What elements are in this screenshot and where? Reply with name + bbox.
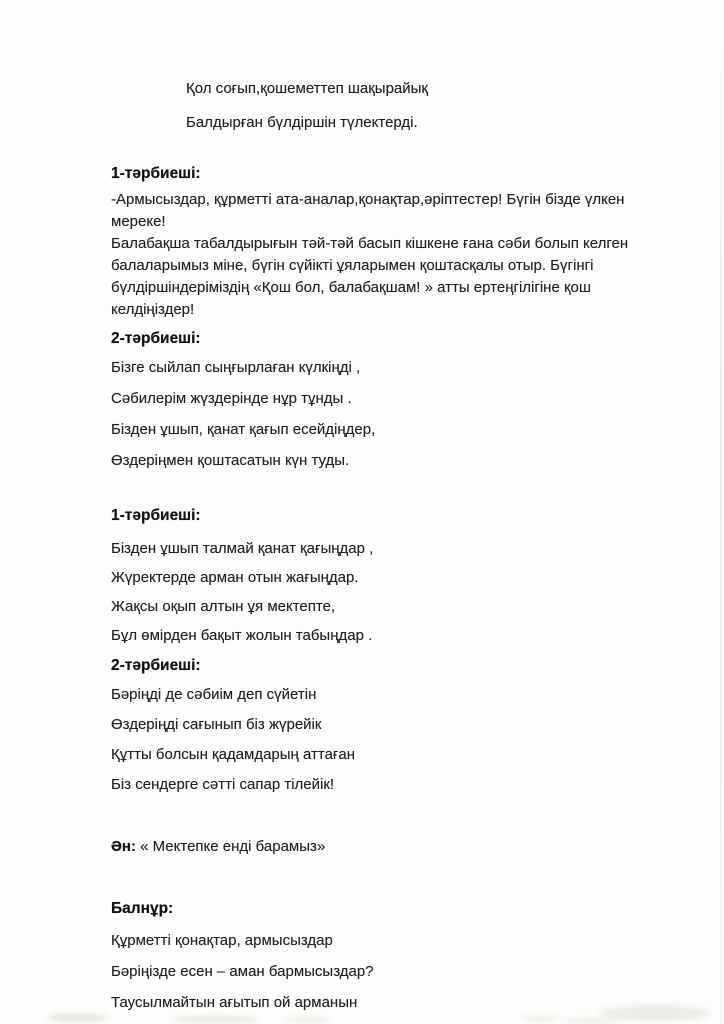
intro-line-1: Қол соғып,қошеметтеп шақырайық [186, 80, 428, 97]
scan-smudge [170, 1016, 260, 1023]
paragraph-line: бүлдіршіндеріміздің «Қош бол, балабақшам! » атты ертеңгілігіне қош келдіңіздер! [111, 279, 591, 318]
verse-line: Таусылмайтын ағытып ой арманын [111, 994, 358, 1011]
verse-line: Өздеріңді сағынып біз жүрейік [111, 716, 322, 733]
speaker-heading-2-tarbieshi: 2-тәрбиеші: [111, 657, 201, 674]
scan-smudge [560, 1018, 620, 1024]
scan-smudge [520, 1015, 560, 1022]
verse-line: Құрметті қонақтар, армысыздар [111, 932, 333, 949]
paragraph-line: балаларымыз міне, бүгін сүйікті ұяларымен қоштасқалы отыр. Бүгінгі [111, 257, 594, 274]
verse-line: Өздеріңмен қоштасатын күн туды. [111, 452, 350, 469]
verse-block [111, 680, 667, 800]
verse-line: Құтты болсын қадамдарың аттаған [111, 746, 356, 763]
verse-line: Бізден ұшып, қанат қағып есейдіңдер, [111, 421, 376, 438]
intro-line-2: Балдырған бүлдіршін түлектерді. [186, 114, 418, 131]
song-line [111, 837, 667, 857]
verse-line: Бізден ұшып талмай қанат қағыңдар , [111, 540, 374, 557]
paragraph-line: Балабақша табалдырығын тәй-тәй басып кішкене ғана сәби болып келген [111, 235, 629, 252]
scan-smudge [280, 1017, 330, 1023]
song-label: Ән: [111, 838, 136, 855]
verse-line: Бізге сыйлап сыңғырлаған күлкіңді , [111, 359, 361, 376]
scan-edge-shadow [720, 0, 722, 1024]
verse-line: Бұл өмірден бақыт жолын табыңдар . [111, 627, 373, 644]
speaker-heading-1-tarbieshi: 1-тәрбиеші: [111, 165, 201, 182]
verse-block [111, 925, 667, 1018]
verse-line: Біз сендерге сәтті сапар тілейік! [111, 776, 335, 793]
scan-smudge [600, 1005, 710, 1021]
verse-line: Жүректерде арман отын жағыңдар. [111, 569, 359, 586]
verse-line: Бәріңізде есен – аман бармысыздар? [111, 963, 374, 980]
verse-line: Жақсы оқып алтын ұя мектепте, [111, 598, 336, 615]
scan-smudge [48, 1014, 108, 1022]
speaker-heading-1-tarbieshi: 1-тәрбиеші: [111, 507, 201, 524]
speech-paragraph [111, 189, 667, 321]
speaker-heading-balnur: Балнұр: [111, 900, 174, 917]
song-title: « Мектепке енді барамыз» [135, 838, 326, 855]
speaker-heading-2-tarbieshi: 2-тәрбиеші: [111, 330, 201, 347]
paragraph-line: -Армысыздар, құрметті ата-аналар,қонақтар,әріптестер! Бүгін бізде үлкен мереке! [111, 191, 625, 230]
document-content [111, 0, 667, 1018]
intro-couplet [186, 0, 667, 140]
verse-line: Бәріңді де сәбиім деп сүйетін [111, 686, 317, 703]
verse-line: Сәбилерім жүздерінде нұр тұнды . [111, 390, 352, 407]
verse-block [111, 352, 667, 476]
verse-block [111, 534, 667, 650]
